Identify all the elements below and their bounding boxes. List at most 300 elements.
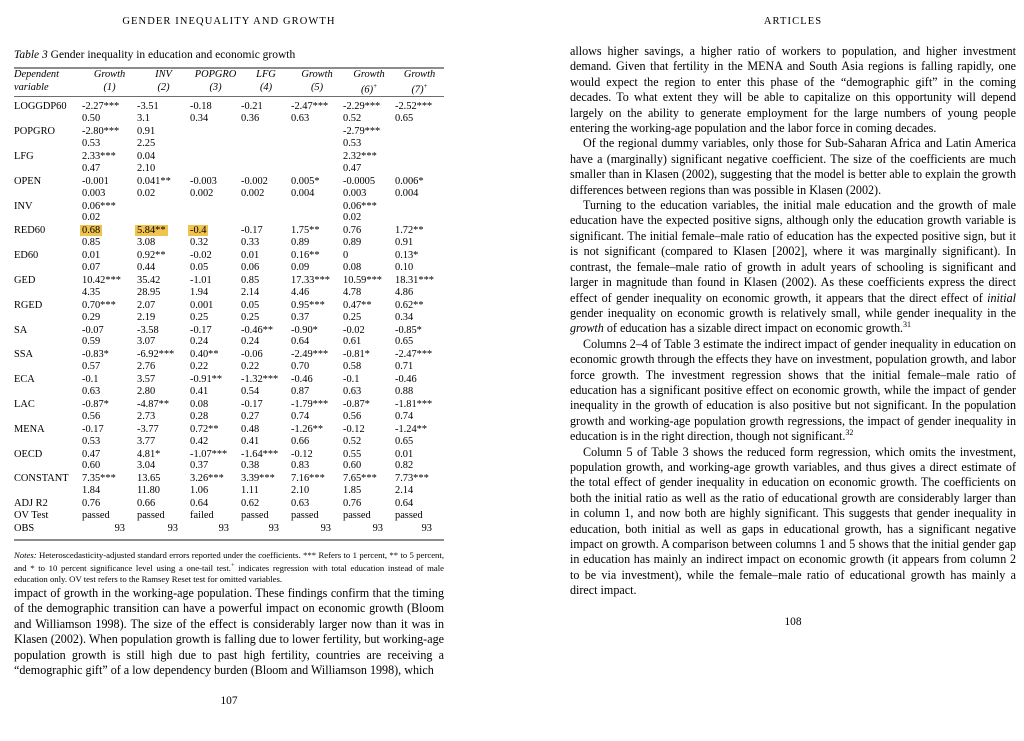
coefficient-cell: -0.83* xyxy=(82,349,109,361)
standard-error-cell: 0.85 xyxy=(82,237,101,249)
row-variable-name: RED60 xyxy=(14,225,46,237)
standard-error-cell: 3.04 xyxy=(137,460,156,472)
left-body-paragraph: impact of growth in the working-age population. These findings confirm that the timing of the demographic transition can have a powerful impact on economic growth (Bloom and Williamson 1998). The size of the effect is considerably larger now than it was in Klasen (2002). When population growth is falling due to lower fertility, but working-age population growth is still high due to past high fertility, countries are receiving a “demographic gift” of a low dependency burden (Bloom and Williamson 1998), which xyxy=(14,585,444,677)
highlighted-value: -0.4 xyxy=(190,225,207,237)
header-col-3-line2: (3) xyxy=(209,81,222,93)
summary-cell: passed xyxy=(241,510,269,522)
coefficient-cell: 3.39*** xyxy=(241,473,275,485)
standard-error-cell: 0.37 xyxy=(291,311,310,323)
coefficient-cell: 0.91 xyxy=(137,126,156,138)
row-spacer xyxy=(14,113,82,125)
table-row xyxy=(14,298,444,311)
standard-error-cell xyxy=(291,138,343,150)
table-row xyxy=(14,323,444,336)
coefficient-cell: 0.06*** xyxy=(343,200,377,212)
body-paragraph: Turning to the education variables, the initial male education and the growth of male education have the expected positive signs, although only the education growth variable is significant. The initial female–male ratio of education has the expected positive sign, but it is not significant (compared to Klasen [2002], where it was marginally significant). In contrast, the female–male ratio of growth in adult years of schooling is significant and larger in magnitude than found in Klasen (2002). As these coefficients express the direct effect of gender inequality on economic growth, it appears that the direct effect of initial gender inequality on economic growth is relatively small, while gender inequality in the growth of education has a sizable direct impact on economic growth.$^{31}$ xyxy=(570,198,1016,336)
header-col-3 xyxy=(190,68,241,97)
coefficient-cell: 0.006* xyxy=(395,175,424,187)
standard-error-cell: 0.22 xyxy=(190,361,209,373)
summary-cell: 0.63 xyxy=(291,497,310,509)
coefficient-cell: 3.57 xyxy=(137,374,156,386)
left-page-folio: 107 xyxy=(220,695,238,708)
coefficient-cell: -1.81*** xyxy=(395,398,433,410)
standard-error-cell: 0.002 xyxy=(190,187,214,199)
header-col-6-line1: Growth xyxy=(353,69,385,81)
coefficient-cell: 0.85 xyxy=(241,274,260,286)
coefficient-cell: -2.47*** xyxy=(291,101,329,113)
standard-error-cell: 0.52 xyxy=(343,113,362,125)
standard-error-cell xyxy=(190,162,241,174)
coefficient-cell: -0.06 xyxy=(241,349,263,361)
table-row xyxy=(14,447,444,460)
row-spacer xyxy=(14,460,82,472)
coefficient-cell: -2.27*** xyxy=(82,101,120,113)
coefficient-cell xyxy=(291,199,343,212)
table-row xyxy=(14,472,444,485)
coefficient-cell: 3.26*** xyxy=(190,473,224,485)
table-caption-text: Gender inequality in education and economic growth xyxy=(50,49,296,61)
standard-error-cell: 1.85 xyxy=(343,485,362,497)
table-row xyxy=(14,224,444,237)
coefficient-cell: 0.041** xyxy=(137,175,171,187)
coefficient-cell: 7.16*** xyxy=(291,473,325,485)
table-row xyxy=(14,397,444,410)
header-col-3-line1: POPGRO xyxy=(194,69,237,81)
table-head xyxy=(14,68,444,97)
table-row-standard-error xyxy=(14,237,444,249)
coefficient-cell xyxy=(241,149,291,162)
coefficient-cell: 1.72** xyxy=(395,225,424,237)
coefficient-cell: -0.001 xyxy=(82,175,109,187)
coefficient-cell: -3.51 xyxy=(137,101,159,113)
row-variable-name: OECD xyxy=(14,448,43,460)
standard-error-cell xyxy=(395,138,444,150)
standard-error-cell: 0.33 xyxy=(241,237,260,249)
row-spacer xyxy=(14,138,82,150)
standard-error-cell: 0.91 xyxy=(395,237,414,249)
table-summary-row xyxy=(14,509,444,522)
coefficient-cell: -2.29*** xyxy=(343,101,381,113)
standard-error-cell: 0.36 xyxy=(241,113,260,125)
coefficient-cell: 7.35*** xyxy=(82,473,116,485)
header-col-2-line2: (2) xyxy=(157,81,170,93)
standard-error-cell: 0.09 xyxy=(291,261,310,273)
summary-cell: 93 xyxy=(372,522,383,534)
header-col-4 xyxy=(241,68,291,97)
header-col-5-line1: Growth xyxy=(301,69,333,81)
standard-error-cell xyxy=(395,212,444,224)
standard-error-cell: 0.54 xyxy=(241,385,260,397)
standard-error-cell: 2.10 xyxy=(137,162,156,174)
coefficient-cell: -2.52*** xyxy=(395,101,433,113)
standard-error-cell: 0.24 xyxy=(241,336,260,348)
coefficient-cell: -0.87* xyxy=(82,398,109,410)
right-page xyxy=(570,0,1016,628)
standard-error-cell: 0.53 xyxy=(82,435,101,447)
coefficient-cell: -2.80*** xyxy=(82,126,120,138)
coefficient-cell xyxy=(395,149,444,162)
table-row-standard-error xyxy=(14,361,444,373)
standard-error-cell xyxy=(190,212,241,224)
row-variable-name: POPGRO xyxy=(14,126,55,138)
standard-error-cell: 0.002 xyxy=(241,187,265,199)
standard-error-cell: 1.06 xyxy=(190,485,209,497)
header-col-2 xyxy=(137,68,190,97)
standard-error-cell: 0.06 xyxy=(241,261,260,273)
table-row xyxy=(14,373,444,386)
left-page xyxy=(14,0,444,707)
standard-error-cell: 0.08 xyxy=(343,261,362,273)
standard-error-cell: 0.63 xyxy=(343,385,362,397)
header-dependent-variable xyxy=(14,68,82,97)
table-notes-text: Heteroscedasticity-adjusted standard errors reported under the coefficients. *** Refers to 1 percent, ** to 5 percent, and * to 10 percent significance level using a one-tail test. xyxy=(14,550,444,573)
coefficient-cell: -0.02 xyxy=(343,324,365,336)
standard-error-cell xyxy=(291,212,343,224)
table-notes-label: Notes: xyxy=(14,550,37,561)
standard-error-cell: 0.57 xyxy=(82,361,101,373)
regression-table xyxy=(14,67,444,541)
coefficient-cell: -0.17 xyxy=(241,225,263,237)
table-row xyxy=(14,174,444,187)
standard-error-cell: 0.34 xyxy=(190,113,209,125)
standard-error-cell: 0.47 xyxy=(343,162,362,174)
coefficient-cell: 35.42 xyxy=(137,274,161,286)
coefficient-cell: -0.46** xyxy=(241,324,274,336)
coefficient-cell: -3.58 xyxy=(137,324,159,336)
left-running-head: GENDER INEQUALITY AND GROWTH xyxy=(122,16,336,27)
row-variable-name: SSA xyxy=(14,349,34,361)
row-variable-name: ED60 xyxy=(14,250,39,262)
standard-error-cell: 1.94 xyxy=(190,286,209,298)
row-spacer xyxy=(14,286,82,298)
highlighted-value: 5.84** xyxy=(137,225,166,237)
coefficient-cell xyxy=(190,149,241,162)
standard-error-cell: 2.10 xyxy=(291,485,310,497)
coefficient-cell: -1.64*** xyxy=(241,448,279,460)
coefficient-cell: 0.13* xyxy=(395,250,419,262)
coefficient-cell: 0.76 xyxy=(343,225,362,237)
standard-error-cell: 0.004 xyxy=(395,187,419,199)
coefficient-cell: -6.92*** xyxy=(137,349,175,361)
table-header-row xyxy=(14,68,444,97)
coefficient-cell: -0.90* xyxy=(291,324,318,336)
coefficient-cell: -1.26** xyxy=(291,423,324,435)
standard-error-cell: 0.003 xyxy=(82,187,106,199)
row-variable-name: SA xyxy=(14,324,28,336)
summary-cell: passed xyxy=(291,510,319,522)
header-line2: variable xyxy=(14,81,49,93)
table-row-standard-error xyxy=(14,212,444,224)
dagger-col-7: + xyxy=(423,81,428,90)
standard-error-cell: 0.64 xyxy=(291,336,310,348)
row-variable-name: LFG xyxy=(14,150,34,162)
coefficient-cell: 0.05 xyxy=(241,299,260,311)
standard-error-cell: 1.11 xyxy=(241,485,259,497)
standard-error-cell: 2.19 xyxy=(137,311,156,323)
coefficient-cell: 0.005* xyxy=(291,175,320,187)
standard-error-cell: 0.70 xyxy=(291,361,310,373)
standard-error-cell: 0.89 xyxy=(291,237,310,249)
standard-error-cell: 0.32 xyxy=(190,237,209,249)
footnote-marker: 31 xyxy=(903,320,912,330)
coefficient-cell: 0.01 xyxy=(395,448,414,460)
table-summary-row xyxy=(14,522,444,541)
coefficient-cell: 0.06*** xyxy=(82,200,116,212)
summary-cell: 93 xyxy=(421,522,432,534)
coefficient-cell xyxy=(137,199,190,212)
coefficient-cell: 0.95*** xyxy=(291,299,325,311)
standard-error-cell: 0.63 xyxy=(291,113,310,125)
standard-error-cell: 0.71 xyxy=(395,361,414,373)
coefficient-cell: -0.17 xyxy=(82,423,104,435)
header-col-6 xyxy=(343,68,395,97)
standard-error-cell: 0.25 xyxy=(241,311,260,323)
header-col-5 xyxy=(291,68,343,97)
standard-error-cell: 0.41 xyxy=(190,385,209,397)
summary-cell: passed xyxy=(343,510,371,522)
header-col-7-line2: (7) xyxy=(411,84,424,96)
table-caption xyxy=(14,48,444,62)
standard-error-cell: 0.53 xyxy=(82,137,101,149)
standard-error-cell: 0.65 xyxy=(395,435,414,447)
coefficient-cell xyxy=(82,224,137,237)
coefficient-cell: 0.47** xyxy=(343,299,372,311)
coefficient-cell: -2.47*** xyxy=(395,349,433,361)
coefficient-cell: 10.59*** xyxy=(343,274,382,286)
highlighted-value: 0.68 xyxy=(82,225,101,237)
coefficient-cell: 7.73*** xyxy=(395,473,429,485)
standard-error-cell: 0.28 xyxy=(190,410,209,422)
standard-error-cell: 4.35 xyxy=(82,286,101,298)
standard-error-cell: 2.25 xyxy=(137,137,156,149)
summary-cell: passed xyxy=(137,510,165,522)
standard-error-cell: 0.83 xyxy=(291,460,310,472)
header-col-7-line1: Growth xyxy=(403,69,436,81)
row-variable-name: OPEN xyxy=(14,175,42,187)
standard-error-cell: 0.34 xyxy=(395,311,414,323)
standard-error-cell: 0.65 xyxy=(395,336,414,348)
table-row-standard-error xyxy=(14,262,444,274)
table-caption-label: Table 3 xyxy=(14,49,48,61)
coefficient-cell: 18.31*** xyxy=(395,274,434,286)
standard-error-cell: 0.63 xyxy=(82,385,101,397)
body-paragraph: Of the regional dummy variables, only those for Sub-Saharan Africa and Latin America have a (marginally) significant negative coefficient. The size of the coefficients are much smaller than in Klasen (2002), suggesting that the model is better able to explain the growth differences between regions than was possible in Klasen (2002). xyxy=(570,136,1016,197)
table-body xyxy=(14,97,444,540)
coefficient-cell xyxy=(291,125,343,138)
summary-row-label: OV Test xyxy=(14,510,49,522)
coefficient-cell: -0.0005 xyxy=(343,175,376,187)
standard-error-cell: 0.10 xyxy=(395,261,414,273)
header-col-1-line2: (1) xyxy=(103,81,116,93)
coefficient-cell xyxy=(190,125,241,138)
coefficient-cell: -1.79*** xyxy=(291,398,329,410)
standard-error-cell: 0.004 xyxy=(291,187,315,199)
standard-error-cell: 0.53 xyxy=(343,137,362,149)
standard-error-cell: 3.07 xyxy=(137,336,156,348)
summary-cell: 93 xyxy=(218,522,229,534)
standard-error-cell: 2.73 xyxy=(137,410,156,422)
coefficient-cell xyxy=(137,224,190,237)
summary-cell: 0.66 xyxy=(137,497,156,509)
table-row-standard-error xyxy=(14,187,444,199)
row-spacer xyxy=(14,386,82,398)
standard-error-cell: 0.50 xyxy=(82,113,101,125)
row-variable-name: ECA xyxy=(14,374,35,386)
coefficient-cell: -0.87* xyxy=(343,398,370,410)
coefficient-cell: 0.72** xyxy=(190,423,219,435)
summary-cell: failed xyxy=(190,510,214,522)
standard-error-cell: 0.25 xyxy=(343,311,362,323)
coefficient-cell: 0 xyxy=(343,250,349,262)
table-notes-dagger: + xyxy=(230,561,235,569)
coefficient-cell: 0.08 xyxy=(190,398,209,410)
coefficient-cell xyxy=(291,149,343,162)
row-variable-name: GED xyxy=(14,274,36,286)
table-row-standard-error xyxy=(14,336,444,348)
standard-error-cell: 0.02 xyxy=(343,212,362,224)
standard-error-cell: 0.82 xyxy=(395,460,414,472)
standard-error-cell: 0.52 xyxy=(343,435,362,447)
coefficient-cell: 0.55 xyxy=(343,448,362,460)
coefficient-cell: 4.81* xyxy=(137,448,161,460)
row-variable-name: CONSTANT xyxy=(14,473,69,485)
standard-error-cell: 0.74 xyxy=(291,410,310,422)
row-spacer xyxy=(14,485,82,497)
coefficient-cell: 13.65 xyxy=(137,473,161,485)
coefficient-cell: -0.1 xyxy=(82,374,99,386)
coefficient-cell: -0.003 xyxy=(190,175,217,187)
row-variable-name: LAC xyxy=(14,398,35,410)
row-spacer xyxy=(14,435,82,447)
standard-error-cell: 0.37 xyxy=(190,460,209,472)
standard-error-cell: 0.74 xyxy=(395,410,414,422)
coefficient-cell: -0.17 xyxy=(241,398,263,410)
row-spacer xyxy=(14,410,82,422)
standard-error-cell: 0.22 xyxy=(241,361,260,373)
summary-row-label: OBS xyxy=(14,522,35,534)
coefficient-cell: 0.01 xyxy=(82,250,101,262)
coefficient-cell: -3.77 xyxy=(137,423,159,435)
standard-error-cell: 0.42 xyxy=(190,435,209,447)
standard-error-cell: 0.47 xyxy=(82,162,101,174)
summary-cell: 0.64 xyxy=(190,497,209,509)
header-col-6-line2: (6) xyxy=(360,84,374,96)
table-row-standard-error xyxy=(14,485,444,497)
summary-cell: 0.64 xyxy=(395,497,414,509)
standard-error-cell xyxy=(190,138,241,150)
summary-cell: 93 xyxy=(268,522,279,534)
coefficient-cell: -2.49*** xyxy=(291,349,329,361)
standard-error-cell: 0.003 xyxy=(343,187,367,199)
coefficient-cell: 2.32*** xyxy=(343,150,377,162)
footnote-marker: 32 xyxy=(845,428,854,438)
coefficient-cell: -0.85* xyxy=(395,324,422,336)
standard-error-cell: 2.76 xyxy=(137,361,156,373)
table-row-standard-error xyxy=(14,162,444,174)
row-variable-name: INV xyxy=(14,200,33,212)
standard-error-cell: 4.78 xyxy=(343,286,362,298)
row-spacer xyxy=(14,212,82,224)
coefficient-cell: -0.17 xyxy=(190,324,212,336)
header-col-4-line2: (4) xyxy=(259,81,273,93)
coefficient-cell: -2.79*** xyxy=(343,126,381,138)
row-spacer xyxy=(14,336,82,348)
table-row-standard-error xyxy=(14,410,444,422)
header-line1: Dependent xyxy=(14,69,60,81)
standard-error-cell: 4.86 xyxy=(395,286,414,298)
standard-error-cell: 0.25 xyxy=(190,311,209,323)
standard-error-cell: 3.77 xyxy=(137,435,156,447)
coefficient-cell xyxy=(241,199,291,212)
coefficient-cell: 10.42*** xyxy=(82,274,121,286)
summary-cell: passed xyxy=(82,510,110,522)
standard-error-cell: 2.80 xyxy=(137,385,156,397)
standard-error-cell: 0.56 xyxy=(82,410,101,422)
standard-error-cell: 0.56 xyxy=(343,410,362,422)
coefficient-cell: -0.1 xyxy=(343,374,360,386)
standard-error-cell: 0.41 xyxy=(241,435,260,447)
standard-error-cell: 0.59 xyxy=(82,336,101,348)
standard-error-cell xyxy=(395,162,444,174)
coefficient-cell xyxy=(395,199,444,212)
right-page-folio: 108 xyxy=(784,615,802,628)
coefficient-cell xyxy=(190,224,241,237)
body-paragraph: allows higher savings, a higher ratio of workers to population, and higher investment demand. Given that fertility in the MENA and South Asia regions is falling rapidly, one would expect the region to enter this phase of the “demographic gift” in the coming decades. To what extent they will be able to capitalize on this opportunity will depend largely on the ability to generate employment for the large numbers of young people entering the working-age population and the labor force in coming decades. xyxy=(570,44,1016,136)
standard-error-cell: 0.27 xyxy=(241,410,260,422)
standard-error-cell: 0.02 xyxy=(137,187,156,199)
standard-error-cell: 0.87 xyxy=(291,385,310,397)
standard-error-cell: 0.61 xyxy=(343,336,362,348)
standard-error-cell: 28.95 xyxy=(137,286,161,298)
standard-error-cell: 3.1 xyxy=(137,113,150,125)
row-spacer xyxy=(14,262,82,274)
table-row xyxy=(14,149,444,162)
header-col-7 xyxy=(395,68,444,97)
table-row xyxy=(14,422,444,435)
summary-cell: 93 xyxy=(114,522,125,534)
table-row xyxy=(14,249,444,262)
row-variable-name: MENA xyxy=(14,423,45,435)
header-col-1 xyxy=(82,68,137,97)
standard-error-cell: 0.07 xyxy=(82,261,101,273)
dagger-col-6: + xyxy=(373,81,378,90)
table-row xyxy=(14,348,444,361)
summary-cell: 93 xyxy=(320,522,331,534)
standard-error-cell xyxy=(291,162,343,174)
table-row-standard-error xyxy=(14,113,444,125)
coefficient-cell: -0.46 xyxy=(395,374,417,386)
coefficient-cell: -0.21 xyxy=(241,101,263,113)
coefficient-cell: -0.02 xyxy=(190,250,212,262)
summary-cell: 93 xyxy=(167,522,178,534)
table-row-standard-error xyxy=(14,386,444,398)
standard-error-cell: 2.14 xyxy=(241,286,260,298)
coefficient-cell: 0.001 xyxy=(190,299,214,311)
summary-row-label: ADJ R2 xyxy=(14,497,48,509)
standard-error-cell: 0.29 xyxy=(82,311,101,323)
coefficient-cell: -0.91** xyxy=(190,374,223,386)
emphasis-text: initial xyxy=(987,290,1016,305)
table-row xyxy=(14,125,444,138)
standard-error-cell xyxy=(241,162,291,174)
row-spacer xyxy=(14,162,82,174)
standard-error-cell: 1.84 xyxy=(82,485,101,497)
summary-cell: 0.76 xyxy=(82,497,101,509)
summary-cell: 0.76 xyxy=(343,497,362,509)
table-row xyxy=(14,97,444,113)
row-spacer xyxy=(14,311,82,323)
coefficient-cell: 17.33*** xyxy=(291,274,330,286)
